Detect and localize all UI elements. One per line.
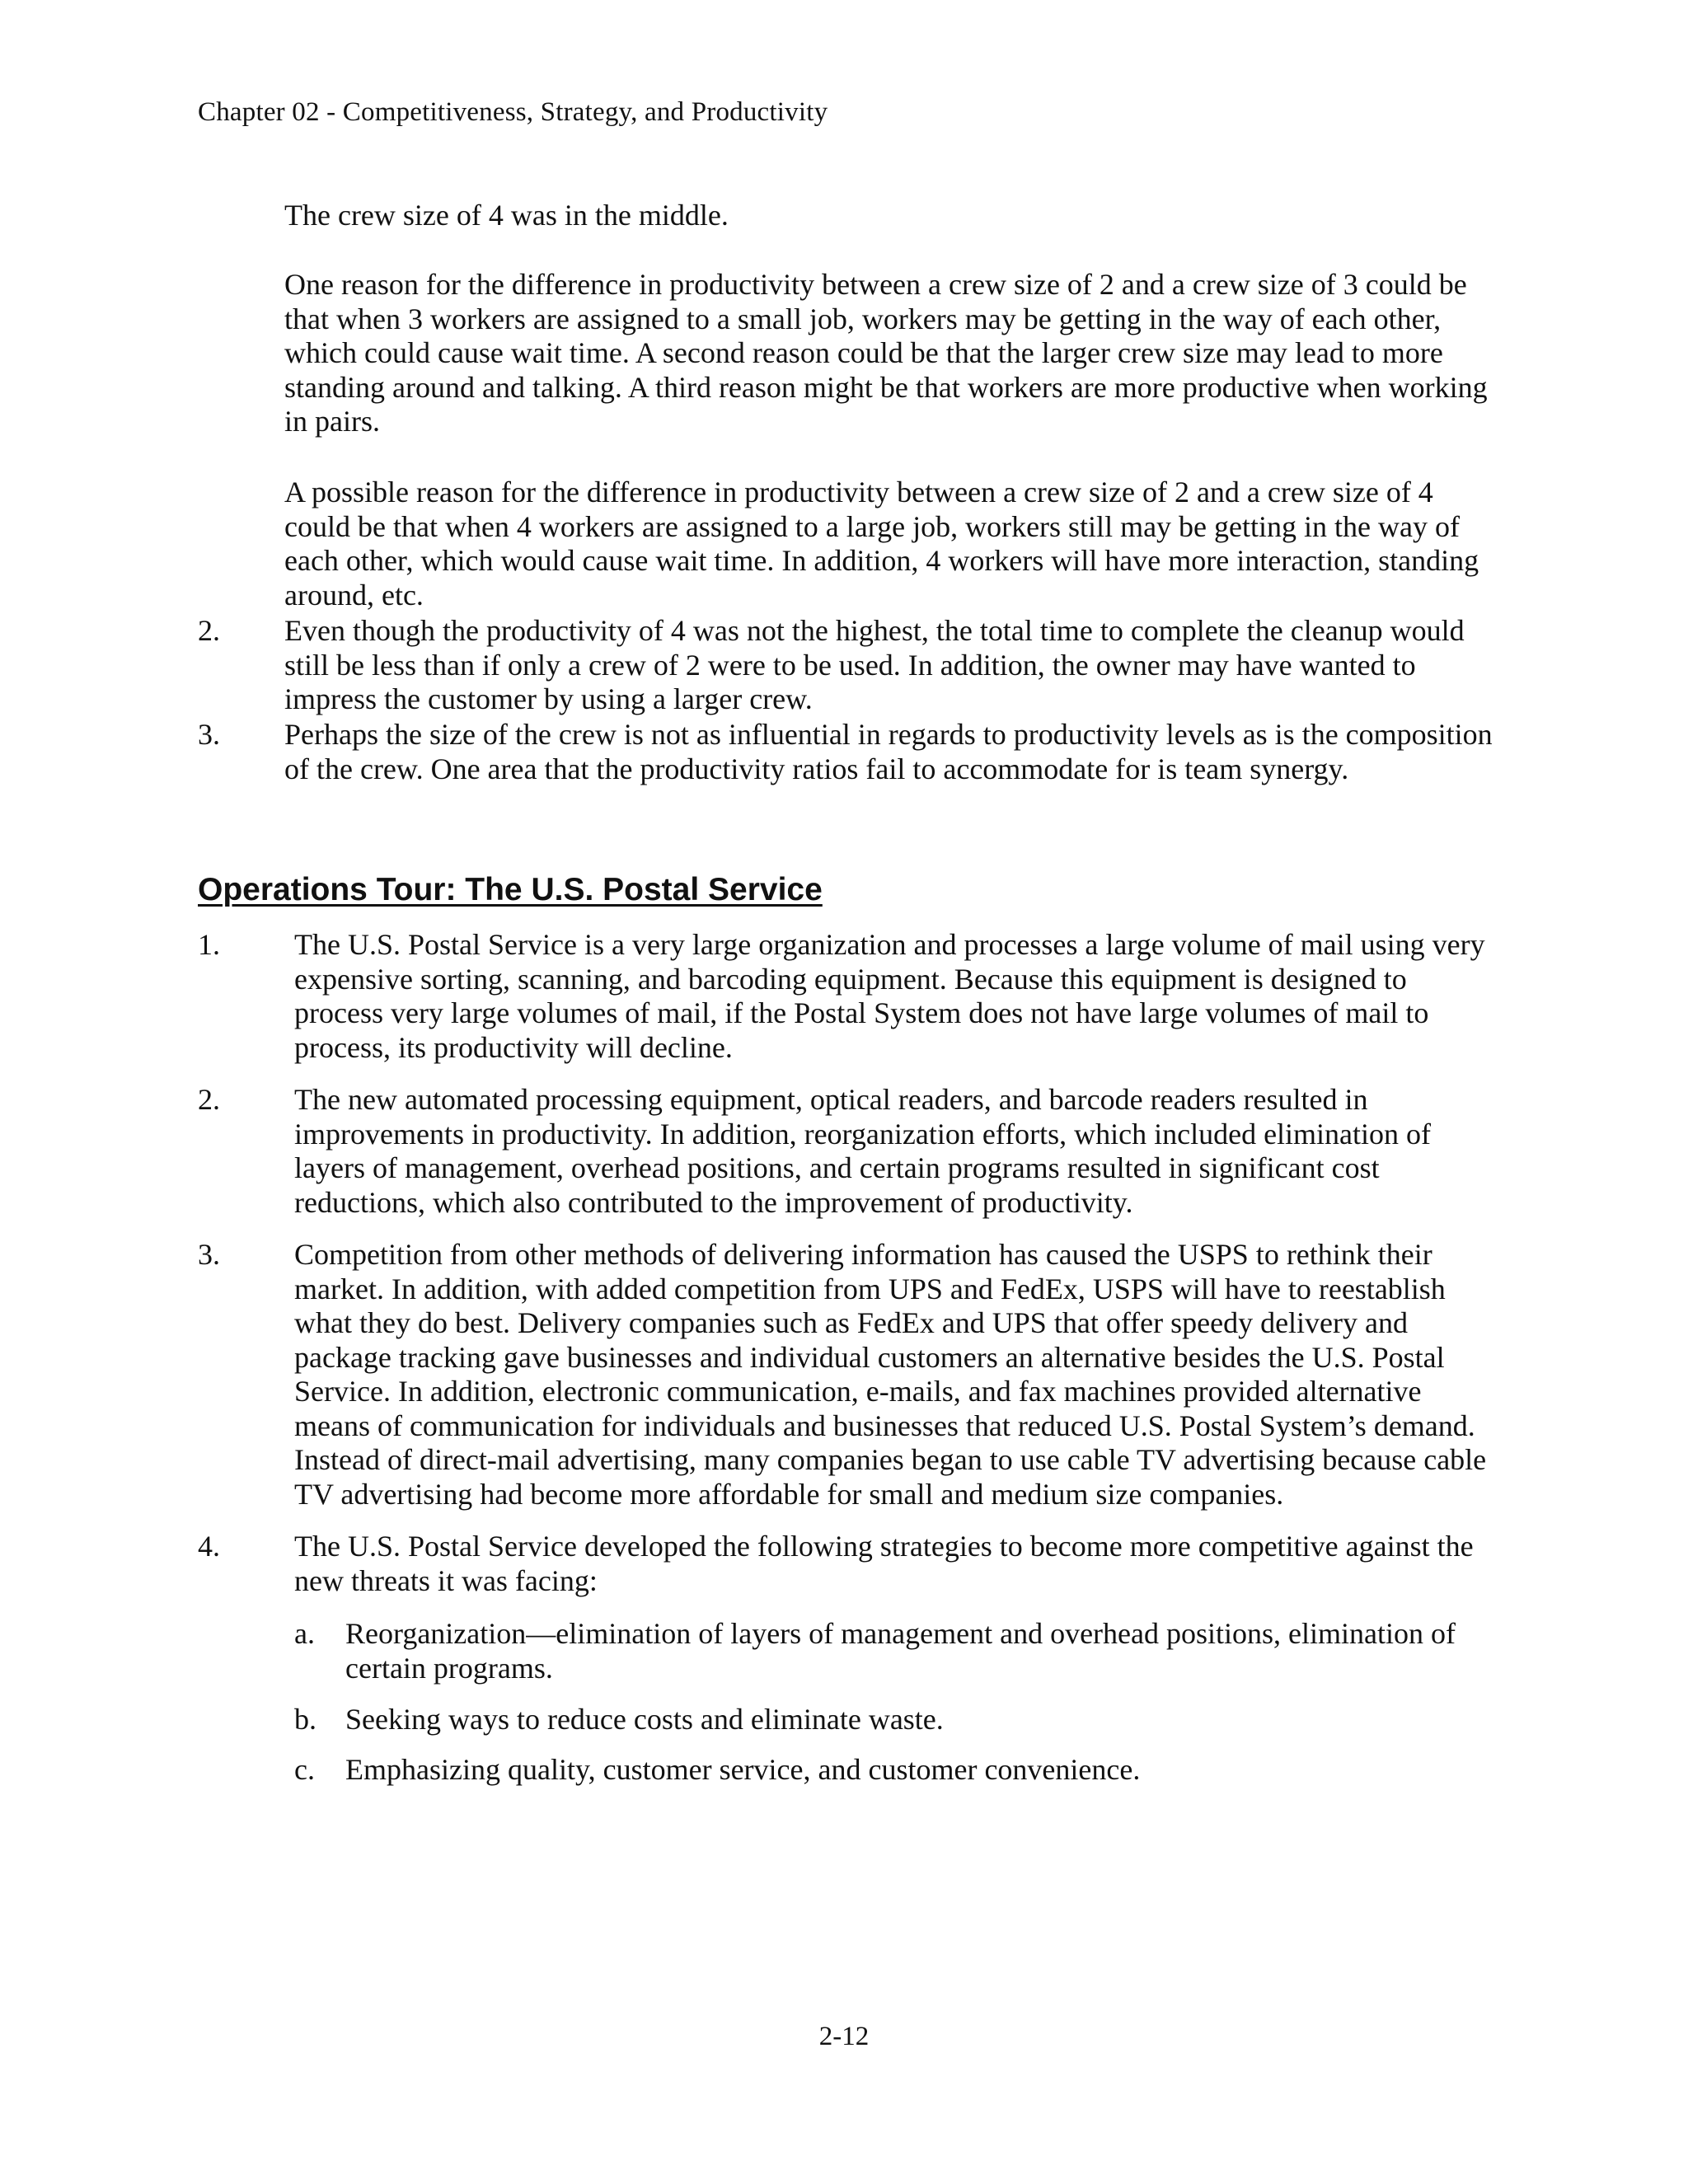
sub-list-text: Reorganization—elimination of layers of management and overhead positions, elimination of certain programs.: [345, 1617, 1456, 1685]
list-item-text: Competition from other methods of delivering information has caused the USPS to rethink their market. In addition, with added competition from UPS and FedEx, USPS will have to reestablish what they do best. Delivery companies such as FedEx and UPS that offer speedy delivery and package tracking gave businesses and individual customers an alternative besides the U.S. Postal Service. In addition, electronic communication, e-mails, and fax machines provided alternative means of communication for individuals and businesses that reduced U.S. Postal System’s demand. Instead of direct-mail advertising, many companies began to use cable TV advertising because cable TV advertising had become more affordable for small and medium size companies.: [294, 1238, 1487, 1511]
list-item-text: The new automated processing equipment, optical readers, and barcode readers resulted in improvements in productivity. In addition, reorganization efforts, which included elimination of layers of management, overhead positions, and certain programs resulted in significant cost reductions, which also contributed to the improvement of productivity.: [294, 1083, 1432, 1219]
list-item-number: 3.: [198, 718, 220, 751]
intro-paragraph-2: One reason for the difference in productivity between a crew size of 2 and a crew size of 3 could be that when 3 workers are assigned to a small job, workers may be getting in the way of each other, which could cause wait time. A second reason could be that the larger crew size may lead to more standing around and talking. A third reason might be that workers are more productive when working in pairs.: [284, 268, 1488, 438]
list-item-number: 4.: [198, 1530, 220, 1563]
list-item-text: Perhaps the size of the crew is not as influential in regards to productivity levels as is the composition of the crew. One area that the productivity ratios fail to accommodate for is team synergy.: [284, 718, 1493, 785]
list-item-number: 1.: [198, 928, 220, 961]
list-item-number: 2.: [198, 614, 220, 647]
section-heading: Operations Tour: The U.S. Postal Service: [198, 872, 823, 907]
sub-list-letter: b.: [294, 1703, 316, 1736]
sub-list-text: Emphasizing quality, customer service, and customer convenience.: [345, 1753, 1141, 1786]
list-item-text: Even though the productivity of 4 was not the highest, the total time to complete the cleanup would still be less than if only a crew of 2 were to be used. In addition, the owner may have wanted to impress the customer by using a larger crew.: [284, 614, 1465, 715]
intro-paragraph-3: A possible reason for the difference in productivity between a crew size of 2 and a crew size of 4 could be that when 4 workers are assigned to a large job, workers still may be getting in the way of each other, which would cause wait time. In addition, 4 workers will have more interaction, standing around, etc.: [284, 476, 1479, 612]
list-item-text: The U.S. Postal Service is a very large organization and processes a large volume of mail using very expensive sorting, scanning, and barcoding equipment. Because this equipment is designed to process very large volumes of mail, if the Postal System does not have large volumes of mail to process, its productivity will decline.: [294, 928, 1485, 1064]
list-item-text: The U.S. Postal Service developed the following strategies to become more competitive against the new threats it was facing:: [294, 1530, 1474, 1597]
sub-list-letter: a.: [294, 1617, 315, 1650]
sub-list-text: Seeking ways to reduce costs and eliminate waste.: [345, 1703, 944, 1736]
sub-list-letter: c.: [294, 1753, 315, 1786]
list-item-number: 3.: [198, 1238, 220, 1271]
chapter-header: Chapter 02 - Competitiveness, Strategy, and Productivity: [198, 97, 828, 127]
intro-paragraph-1: The crew size of 4 was in the middle.: [284, 199, 729, 232]
page-number: 2-12: [818, 2022, 870, 2051]
list-item-number: 2.: [198, 1083, 220, 1116]
